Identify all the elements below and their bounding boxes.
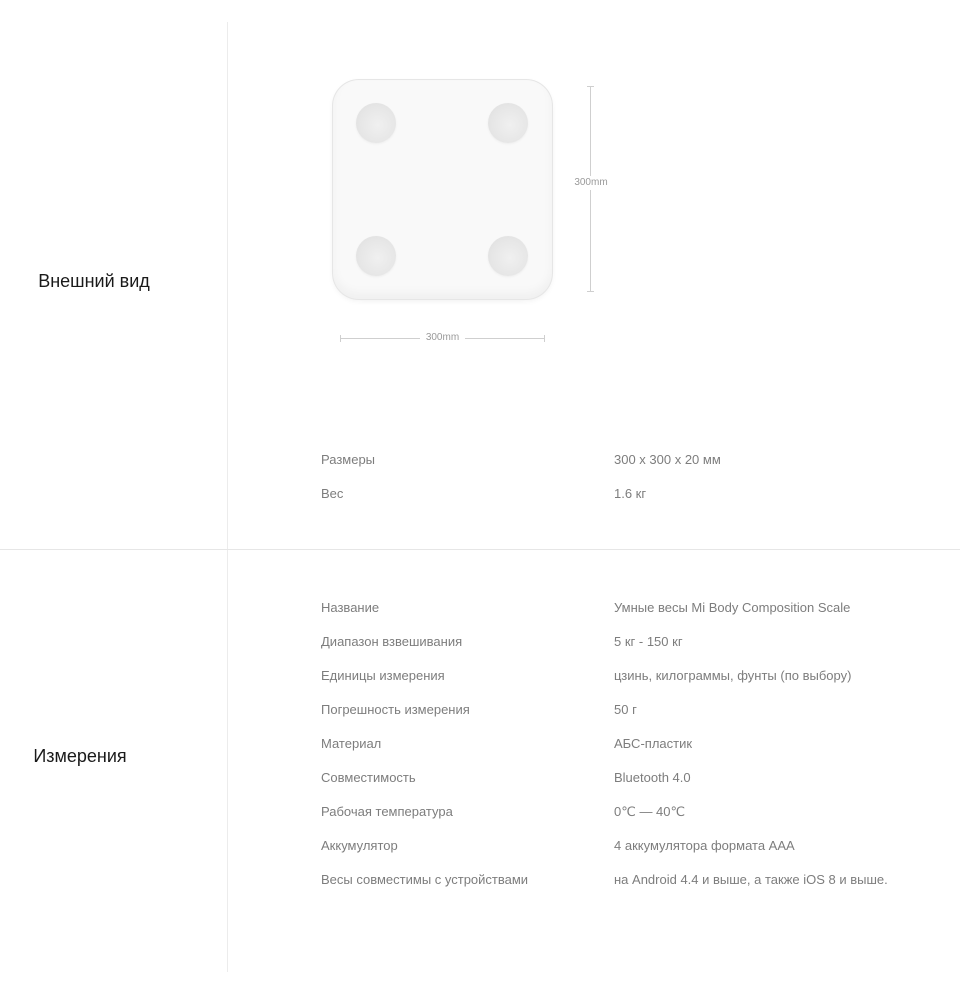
section-title-appearance: Внешний вид <box>38 271 150 291</box>
spec-label: Рабочая температура <box>321 804 453 819</box>
spec-label: Единицы измерения <box>321 668 445 683</box>
spec-label: Погрешность измерения <box>321 702 470 717</box>
scale-illustration <box>333 80 552 299</box>
spec-value: 4 аккумулятора формата AAA <box>614 838 795 853</box>
spec-value: 0℃ — 40℃ <box>614 804 686 819</box>
spec-label: Аккумулятор <box>321 838 398 853</box>
spec-row-weighing-range <box>321 632 941 652</box>
spec-row-operating-temperature <box>321 802 941 822</box>
spec-value: 50 г <box>614 702 637 717</box>
column-divider <box>227 22 228 972</box>
spec-value: 5 кг - 150 кг <box>614 634 683 649</box>
height-dimension-label: 300mm <box>569 176 613 190</box>
spec-row-accuracy <box>321 700 941 720</box>
spec-row-dimensions <box>321 450 941 470</box>
spec-label: Материал <box>321 736 382 751</box>
spec-row-units <box>321 666 941 686</box>
electrode-pad <box>356 103 396 143</box>
spec-value: на Android 4.4 и выше, а также iOS 8 и выше. <box>614 872 888 887</box>
section-divider <box>0 549 960 550</box>
spec-row-compatibility <box>321 768 941 788</box>
electrode-pad <box>356 236 396 276</box>
spec-row-battery <box>321 836 941 856</box>
spec-value: Умные весы Mi Body Composition Scale <box>614 600 851 615</box>
spec-row-weight <box>321 484 941 504</box>
spec-label: Размеры <box>321 452 376 467</box>
spec-value: Bluetooth 4.0 <box>614 770 691 785</box>
spec-value: 300 x 300 x 20 мм <box>614 452 721 467</box>
section-title-measurements: Измерения <box>33 746 127 766</box>
spec-row-material <box>321 734 941 754</box>
spec-label: Название <box>321 600 380 615</box>
spec-value: АБС-пластик <box>614 736 693 751</box>
electrode-pad <box>488 103 528 143</box>
spec-label: Диапазон взвешивания <box>321 634 463 649</box>
spec-value: цзинь, килограммы, фунты (по выбору) <box>614 668 852 683</box>
width-dimension-label: 300mm <box>420 331 465 345</box>
spec-label: Совместимость <box>321 770 416 785</box>
spec-row-name <box>321 598 941 618</box>
electrode-pad <box>488 236 528 276</box>
spec-row-device-compatibility <box>321 870 941 890</box>
spec-value: 1.6 кг <box>614 486 647 501</box>
spec-label: Вес <box>321 486 344 501</box>
spec-label: Весы совместимы с устройствами <box>321 872 529 887</box>
